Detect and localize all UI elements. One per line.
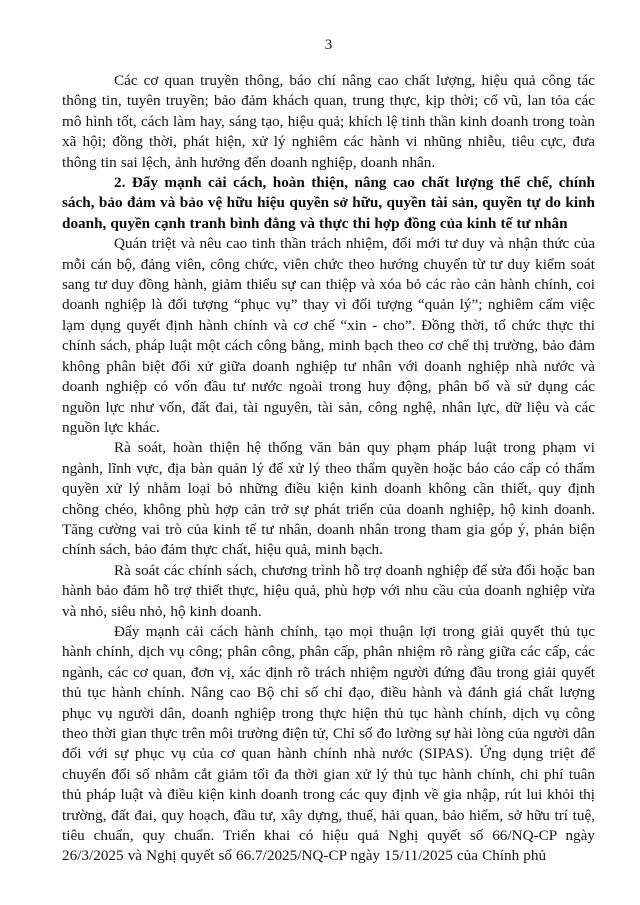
paragraph-ra-soat-van-ban: Rà soát, hoàn thiện hệ thống văn bản quy phạm pháp luật trong phạm vi ngành, lĩnh vực, địa bàn quản lý để xử lý theo thẩm quyền hoặc báo cáo cấp có thẩm quyền xử lý nhằm loại bỏ những điều kiện kinh doanh không cần thiết, quy định chồng chéo, không phù hợp cản trở sự phát triển của doanh nghiệp, hộ kinh doanh. Tăng cường vai trò của kinh tế tư nhân, doanh nhân trong tham gia góp ý, phản biện chính sách, bảo đảm thực chất, hiệu quả, minh bạch.	[62, 439, 595, 559]
paragraph-media-communication: Các cơ quan truyền thông, báo chí nâng cao chất lượng, hiệu quả công tác thông tin, tuyên truyền; bảo đảm khách quan, trung thực, kịp thời; cổ vũ, lan tỏa các mô hình tốt, cách làm hay, sáng tạo, hiệu quả; khích lệ tinh thần kinh doanh trong toàn xã hội; đồng thời, phát hiện, xử lý nghiêm các hành vi nhũng nhiễu, tiêu cực, đưa thông tin sai lệch, ảnh hưởng đến doanh nghiệp, doanh nhân.	[62, 72, 595, 171]
document-body	[62, 71, 595, 867]
paragraph-quan-triet: Quán triệt và nêu cao tinh thần trách nhiệm, đổi mới tư duy và nhận thức của mỗi cán bộ, đảng viên, công chức, viên chức theo hướng chuyển từ tư duy kiểm soát sang tư duy đồng hành, giảm thiểu sự can thiệp và xóa bỏ các rào cản hành chính, coi doanh nghiệp là đối tượng “phục vụ” thay vì đối tượng “quản lý”; nghiêm cấm việc lạm dụng quyết định hành chính và cơ chế “xin - cho”. Đồng thời, tổ chức thực thi chính sách, pháp luật một cách công bằng, minh bạch theo cơ chế thị trường, bảo đảm không phân biệt đối xử giữa doanh nghiệp tư nhân với doanh nghiệp nhà nước và doanh nghiệp có vốn đầu tư nước ngoài trong huy động, phân bổ và sử dụng các nguồn lực như vốn, đất đai, tài nguyên, tài sản, công nghệ, nhân lực, dữ liệu và các nguồn lực khác.	[62, 235, 595, 436]
section-heading-2: 2. Đẩy mạnh cải cách, hoàn thiện, nâng cao chất lượng thể chế, chính sách, bảo đảm và bảo vệ hữu hiệu quyền sở hữu, quyền tài sản, quyền tự do kinh doanh, quyền cạnh tranh bình đẳng và thực thi hợp đồng của kinh tế tư nhân	[62, 174, 595, 232]
paragraph-cai-cach-hanh-chinh: Đẩy mạnh cải cách hành chính, tạo mọi thuận lợi trong giải quyết thủ tục hành chính, dịch vụ công; phân công, phân cấp, phân nhiệm rõ ràng giữa các cấp, các ngành, các cơ quan, đơn vị, xác định rõ trách nhiệm người đứng đầu trong giải quyết thủ tục hành chính. Nâng cao Bộ chỉ số chỉ đạo, điều hành và đánh giá chất lượng phục vụ người dân, doanh nghiệp trong thực hiện thủ tục hành chính, dịch vụ công theo thời gian thực trên môi trường điện tử, Chỉ số đo lường sự hài lòng của người dân đối với sự phục vụ của cơ quan hành chính nhà nước (SIPAS). Ứng dụng triệt để chuyển đổi số nhằm cắt giảm tối đa thời gian xử lý thủ tục hành chính, chi phí tuân thủ pháp luật và điều kiện kinh doanh trong các quy định về gia nhập, rút lui khỏi thị trường, đất đai, quy hoạch, đầu tư, xây dựng, thuế, hải quan, bảo hiểm, sở hữu trí tuệ, tiêu chuẩn, quy chuẩn. Triển khai có hiệu quả Nghị quyết số 66/NQ-CP ngày 26/3/2025 và Nghị quyết số 66.7/2025/NQ-CP ngày 15/11/2025 của Chính phủ	[62, 622, 595, 865]
page-number: 3	[324, 37, 333, 53]
paragraph-ra-soat-chinh-sach: Rà soát các chính sách, chương trình hỗ trợ doanh nghiệp để sửa đổi hoặc ban hành bảo đảm hỗ trợ thiết thực, hiệu quả, phù hợp với nhu cầu của doanh nghiệp vừa và nhỏ, siêu nhỏ, hộ kinh doanh.	[62, 561, 595, 620]
